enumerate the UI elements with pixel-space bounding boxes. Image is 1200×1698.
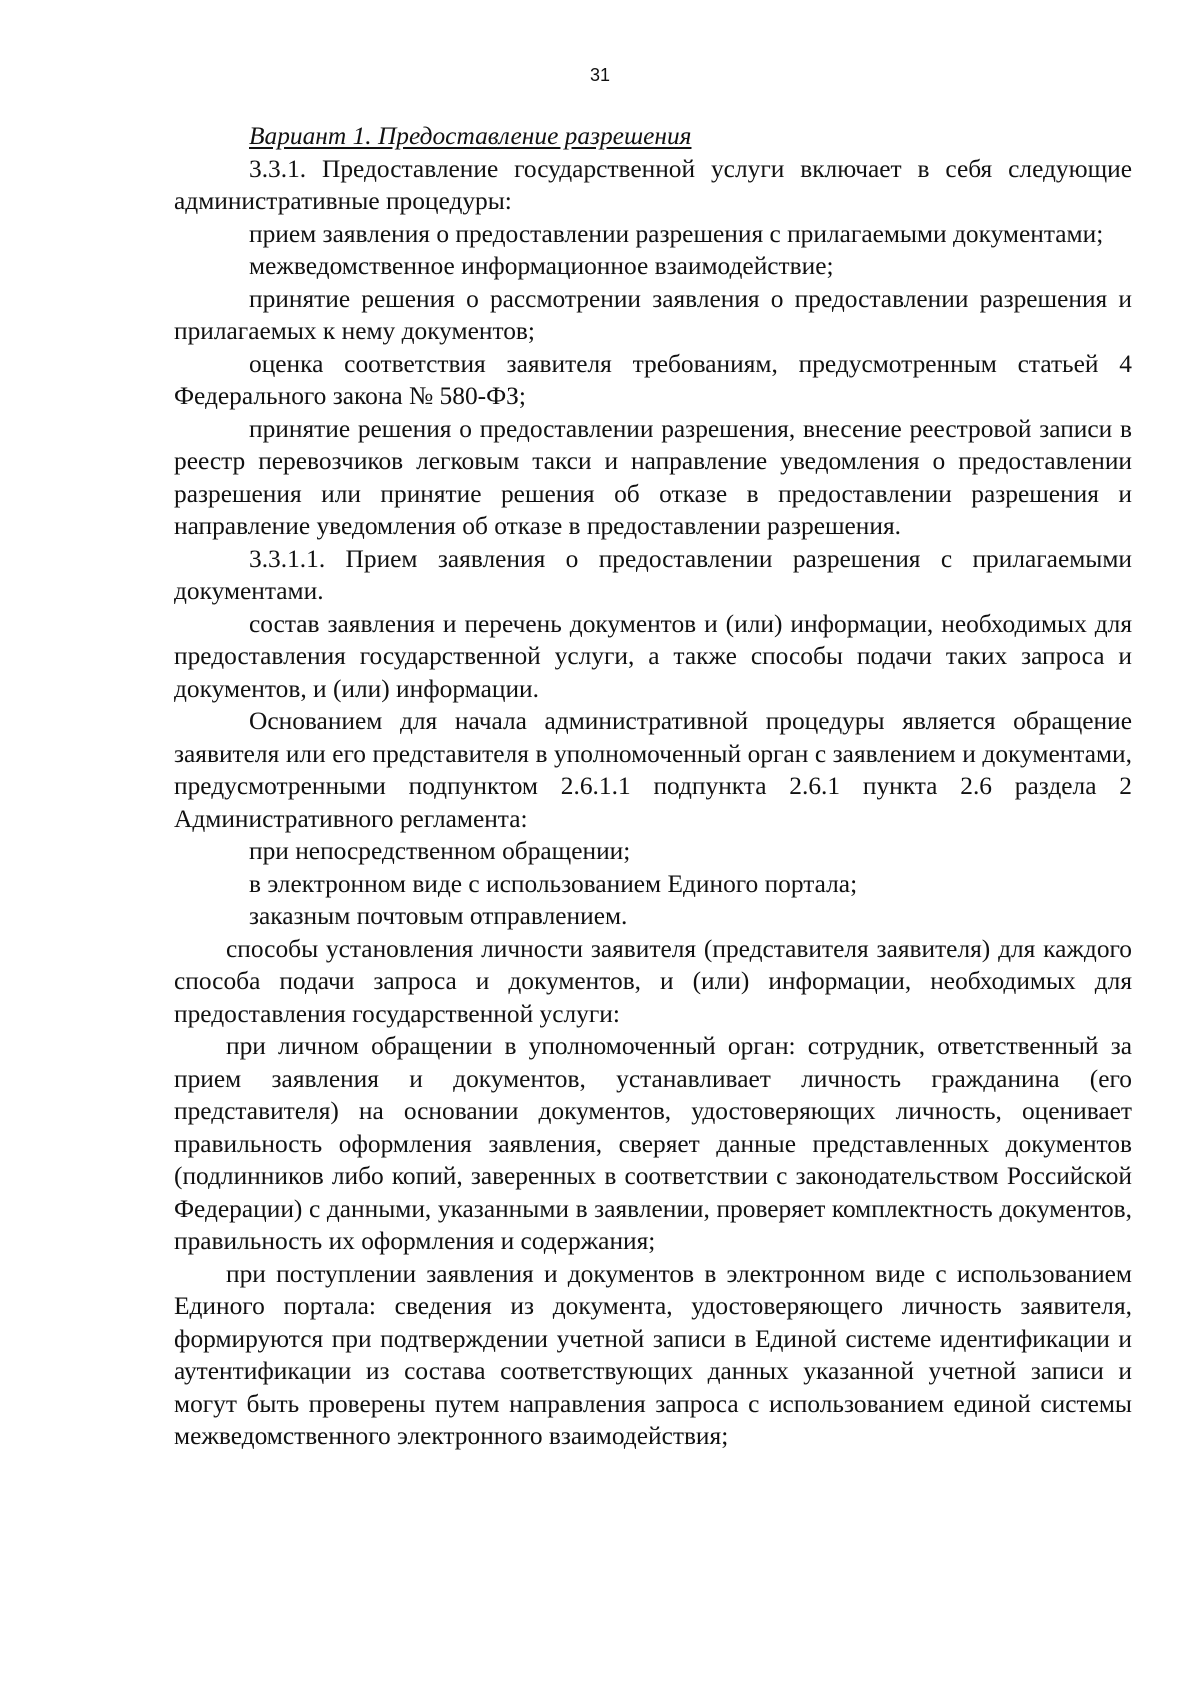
paragraph-electronic-portal: при поступлении заявления и документов в электронном виде с использованием Единого портала: сведения из документа, удостоверяющего личность заявителя, формируются при подтверждении учетной записи в Единой системе идентификации и аутентификации из состава соответствующих данных указанной учетной записи и могут быть проверены путем направления запроса с использованием единой системы межведомственного электронного взаимодействия;: [174, 1259, 1132, 1450]
list-item-consideration: принятие решения о рассмотрении заявления о предоставлении разрешения и прилагаемых к нему документов;: [174, 284, 1132, 345]
paragraph-3-3-1: 3.3.1. Предоставление государственной услуги включает в себя следующие административные процедуры:: [174, 154, 1132, 215]
section-heading: Вариант 1. Предоставление разрешения: [249, 122, 692, 150]
paragraph-composition: состав заявления и перечень документов и (или) информации, необходимых для предоставления государственной услуги, а также способы подачи таких запроса и документов, и (или) информации.: [174, 609, 1132, 703]
list-item-mail: заказным почтовым отправлением.: [249, 902, 628, 930]
list-item-interagency: межведомственное информационное взаимодействие;: [249, 252, 834, 280]
page-number: 31: [589, 65, 611, 85]
paragraph-identification: способы установления личности заявителя (представителя заявителя) для каждого способа подачи запроса и документов, и (или) информации, необходимых для предоставления государственной услуги:: [174, 934, 1132, 1028]
list-item-reception: прием заявления о предоставлении разрешения с прилагаемыми документами;: [249, 219, 1104, 248]
paragraph-3-3-1-1: 3.3.1.1. Прием заявления о предоставлении разрешения с прилагаемыми документами.: [174, 544, 1132, 605]
list-item-assessment: оценка соответствия заявителя требованиям, предусмотренным статьей 4 Федерального закона № 580-ФЗ;: [174, 349, 1132, 410]
paragraph-grounds: Основанием для начала административной процедуры является обращение заявителя или его представителя в уполномоченный орган с заявлением и документами, предусмотренными подпунктом 2.6.1.1 подпункта 2.6.1 пункта 2.6 раздела 2 Административного регламента:: [174, 707, 1132, 833]
list-item-electronic: в электронном виде с использованием Единого портала;: [249, 869, 858, 898]
document-body: [174, 120, 1132, 1453]
list-item-decision: принятие решения о предоставлении разрешения, внесение реестровой записи в реестр перевозчиков легковым такси и направление уведомления о предоставлении разрешения или принятие решения об отказе в предоставлении разрешения и направление уведомления об отказе в предоставлении разрешения.: [174, 414, 1132, 540]
list-item-in-person: при непосредственном обращении;: [249, 837, 631, 865]
paragraph-personal-visit: при личном обращении в уполномоченный орган: сотрудник, ответственный за прием заявления и документов, устанавливает личность гражданина (его представителя) на основании документов, удостоверяющих личность, оценивает правильность оформления заявления, сверяет данные представленных документов (подлинников либо копий, заверенных в соответствии с законодательством Российской Федерации) с данными, указанными в заявлении, проверяет комплектность документов, правильность их оформления и содержания;: [174, 1032, 1132, 1255]
